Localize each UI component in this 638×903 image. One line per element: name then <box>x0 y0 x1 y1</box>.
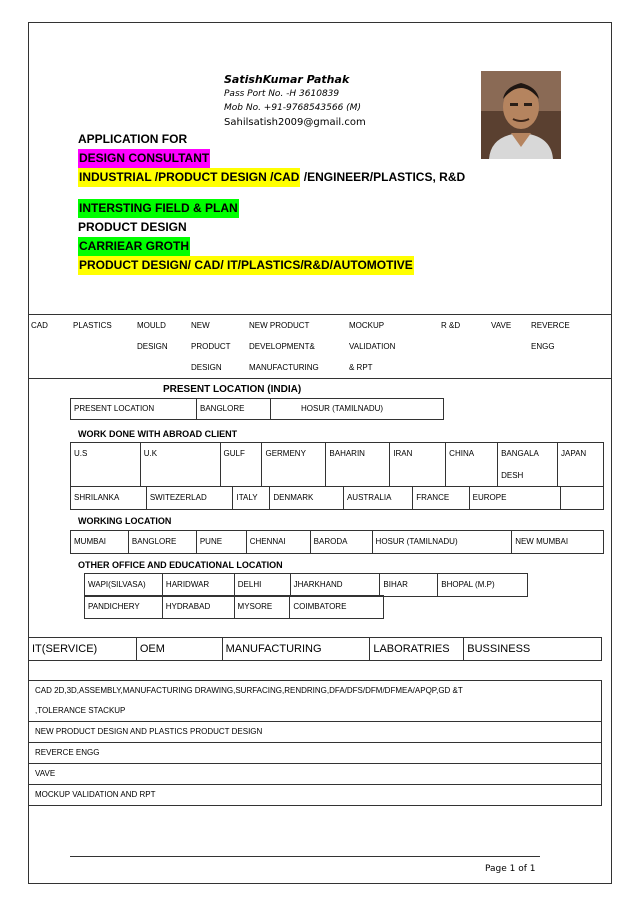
skill-label: PRODUCT <box>191 342 231 351</box>
abroad-country: AUSTRALIA <box>343 487 412 510</box>
abroad-country: BANGALA DESH <box>498 443 558 488</box>
abroad-country: GULF <box>220 443 262 488</box>
present-location-city: BANGLORE <box>197 399 271 420</box>
position-applied: DESIGN CONSULTANT <box>78 149 210 168</box>
skill-label: NEW PRODUCT <box>249 321 310 330</box>
abroad-country: CHINA <box>446 443 498 488</box>
office-location-city: BIHAR <box>380 574 438 597</box>
page-number: Page 1 of 1 <box>485 864 536 874</box>
skill-label: DESIGN <box>191 363 222 372</box>
applicant-name: SatishKumar Pathak <box>224 73 350 86</box>
profile-photo <box>481 71 561 159</box>
office-location-city: HARIDWAR <box>162 574 234 597</box>
present-location-label: PRESENT LOCATION <box>71 399 197 420</box>
office-location-row-1 <box>84 573 528 597</box>
industry-table <box>28 637 602 661</box>
interest-value: PRODUCT DESIGN <box>78 220 187 234</box>
industry-cell: OEM <box>136 638 222 661</box>
abroad-country: FRANCE <box>413 487 469 510</box>
skill-label: ENGG <box>531 342 555 351</box>
industry-cell: BUSSINESS <box>464 638 602 661</box>
industry-cell: IT(SERVICE) <box>29 638 137 661</box>
abroad-country: GERMENY <box>262 443 326 488</box>
skill-label: DEVELOPMENT& <box>249 342 315 351</box>
skill-label: VAVE <box>491 321 512 330</box>
abroad-country: ITALY <box>233 487 270 510</box>
footer-rule <box>70 856 540 857</box>
abroad-country: U.S <box>71 443 141 488</box>
skill-cell <box>188 315 246 379</box>
working-location-table <box>70 530 604 554</box>
skill-cell <box>246 315 346 379</box>
skill-cell <box>28 315 70 379</box>
working-location-city: BANGLORE <box>128 531 196 554</box>
skill-label: & RPT <box>349 363 373 372</box>
abroad-country: U.K <box>140 443 220 488</box>
mobile-number: Mob No. +91-9768543566 (M) <box>224 103 361 113</box>
skill-label: MOULD <box>137 321 166 330</box>
skill-detail-row: VAVE <box>29 764 601 785</box>
abroad-client-row-2 <box>70 486 604 510</box>
office-location-title: OTHER OFFICE AND EDUCATIONAL LOCATION <box>78 560 283 570</box>
working-location-city: BARODA <box>310 531 372 554</box>
skill-label: CAD <box>31 321 48 330</box>
skill-cell <box>70 315 134 379</box>
industry-cell: LABORATRIES <box>370 638 464 661</box>
application-title: APPLICATION FOR <box>78 132 188 146</box>
office-location-city: DELHI <box>234 574 290 597</box>
skill-detail-row: CAD 2D,3D,ASSEMBLY,MANUFACTURING DRAWING,SURFACING,RENDRING,DFA/DFS/DFM/DFMEA/APQP,GD &T <box>35 686 463 695</box>
abroad-client-row-1 <box>70 442 604 487</box>
skill-label: PLASTICS <box>73 321 112 330</box>
skills-table <box>28 314 612 379</box>
skill-label: REVERCE <box>531 321 570 330</box>
office-location-city: JHARKHAND <box>290 574 380 597</box>
skill-cell <box>346 315 438 379</box>
working-location-city: CHENNAI <box>246 531 310 554</box>
working-location-city: HOSUR (TAMILNADU) <box>372 531 512 554</box>
abroad-country: DENMARK <box>270 487 344 510</box>
office-location-city: PANDICHERY <box>85 596 163 619</box>
skill-label: MANUFACTURING <box>249 363 319 372</box>
skill-detail-row: ,TOLERANCE STACKUP <box>29 701 601 722</box>
skill-label: R &D <box>441 321 461 330</box>
present-location-other: HOSUR (TAMILNADU) <box>271 399 444 420</box>
passport-number: Pass Port No. -H 3610839 <box>224 89 340 99</box>
skills-detail-list <box>28 680 602 806</box>
abroad-country: EUROPE <box>469 487 560 510</box>
email-address: Sahilsatish2009@gmail.com <box>224 117 366 128</box>
abroad-country: SHRILANKA <box>71 487 147 510</box>
present-location-title: PRESENT LOCATION (INDIA) <box>163 384 302 395</box>
working-location-city: MUMBAI <box>71 531 129 554</box>
contact-header <box>224 72 366 130</box>
growth-value: PRODUCT DESIGN/ CAD/ IT/PLASTICS/R&D/AUTOMOTIVE <box>78 256 414 275</box>
skill-cell <box>134 315 188 379</box>
abroad-country <box>560 487 603 510</box>
working-location-title: WORKING LOCATION <box>78 516 172 526</box>
skill-cell <box>488 315 528 379</box>
abroad-country: IRAN <box>390 443 446 488</box>
abroad-country: SWITEZERLAD <box>146 487 233 510</box>
skill-label: MOCKUP <box>349 321 385 330</box>
present-location-table <box>70 398 444 420</box>
office-location-city: MYSORE <box>234 596 290 619</box>
skill-cell <box>438 315 488 379</box>
interest-heading: INTERSTING FIELD & PLAN <box>78 199 239 218</box>
office-location-city: BHOPAL (M.P) <box>438 574 528 597</box>
application-block <box>78 130 465 275</box>
office-location-row-2 <box>84 595 384 619</box>
office-location-city: COIMBATORE <box>290 596 384 619</box>
skill-detail-row: REVERCE ENGG <box>29 743 601 764</box>
abroad-country: JAPAN <box>558 443 604 488</box>
office-location-city: WAPI(SILVASA) <box>85 574 163 597</box>
skill-detail-row: MOCKUP VALIDATION AND RPT <box>35 790 156 799</box>
abroad-title: WORK DONE WITH ABROAD CLIENT <box>78 429 238 439</box>
skill-label: NEW <box>191 321 210 330</box>
skill-label: VALIDATION <box>349 342 396 351</box>
roles-highlight: INDUSTRIAL /PRODUCT DESIGN /CAD <box>78 168 300 187</box>
skill-label: DESIGN <box>137 342 168 351</box>
industry-cell: MANUFACTURING <box>222 638 370 661</box>
skill-detail-row: NEW PRODUCT DESIGN AND PLASTICS PRODUCT DESIGN <box>29 722 601 743</box>
office-location-city: HYDRABAD <box>162 596 234 619</box>
growth-heading: CARRIEAR GROTH <box>78 237 190 256</box>
roles-rest: /ENGINEER/PLASTICS, R&D <box>303 170 466 184</box>
working-location-city: PUNE <box>196 531 246 554</box>
working-location-city: NEW MUMBAI <box>512 531 604 554</box>
abroad-country: BAHARIN <box>326 443 390 488</box>
skill-cell <box>528 315 612 379</box>
